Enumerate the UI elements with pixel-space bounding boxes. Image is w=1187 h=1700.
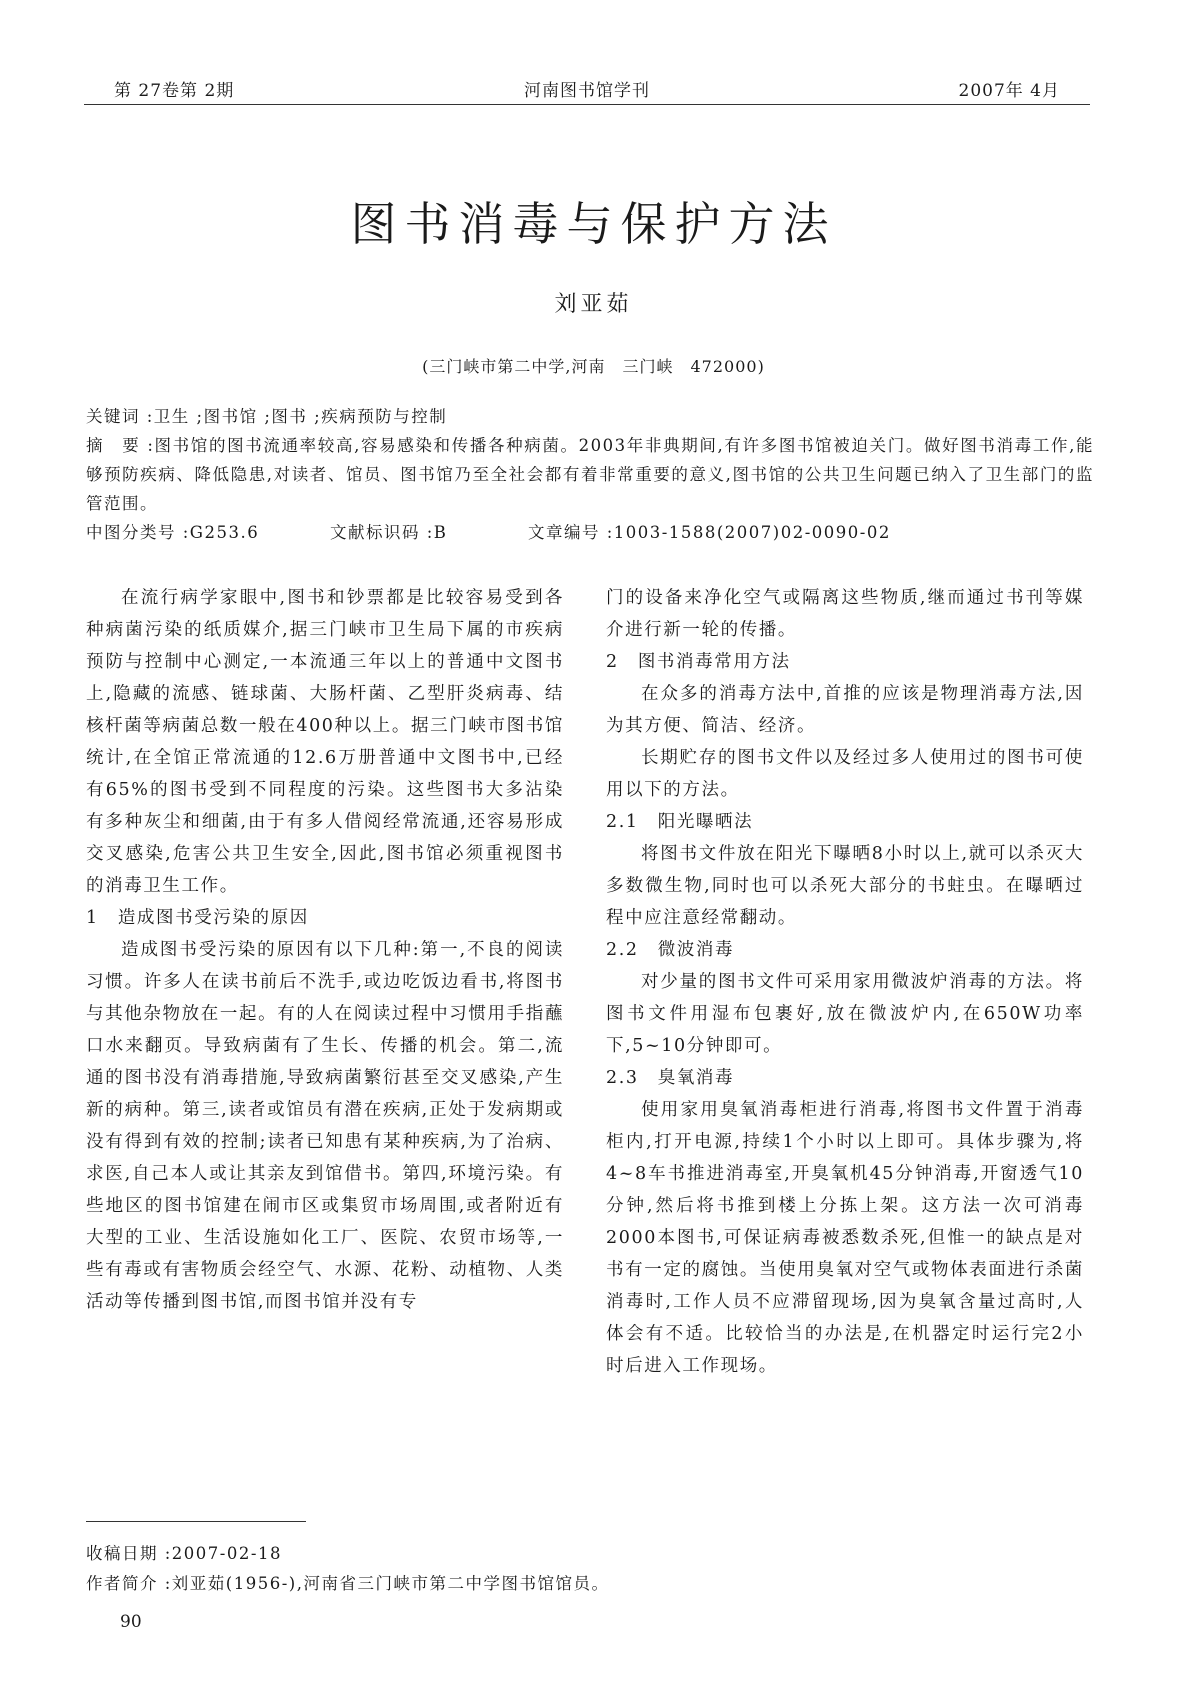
section-2-paragraph-2: 长期贮存的图书文件以及经过多人使用过的图书可使用以下的方法。: [606, 748, 1084, 800]
classification-line: [86, 518, 1094, 547]
body-column-left: [86, 582, 564, 1318]
section-1-paragraph: 造成图书受污染的原因有以下几种:第一,不良的阅读习惯。许多人在读书前后不洗手,或边吃饭边看书,将图书与其他杂物放在一起。有的人在阅读过程中习惯用手指蘸口水来翻页。导致病菌有了生长、传播的机会。第二,流通的图书没有消毒措施,导致病菌繁衍甚至交叉感染,产生新的病种。第三,读者或馆员有潜在疾病,正处于发病期或没有得到有效的控制;读者已知患有某种疾病,为了治病、求医,自己本人或让其亲友到馆借书。第四,环境污染。有些地区的图书馆建在闹市区或集贸市场周围,或者附近有大型的工业、生活设施如化工厂、医院、农贸市场等,一些有毒或有害物质会经空气、水源、花粉、动植物、人类活动等传播到图书馆,而图书馆并没有专: [86, 940, 564, 1312]
section-2-2-paragraph: 对少量的图书文件可采用家用微波炉消毒的方法。将图书文件用湿布包裹好,放在微波炉内,在650W功率下,5~10分钟即可。: [606, 972, 1084, 1056]
section-2-1-paragraph: 将图书文件放在阳光下曝晒8小时以上,就可以杀灭大多数微生物,同时也可以杀死大部分的书蛀虫。在曝晒过程中应注意经常翻动。: [606, 844, 1084, 928]
section-2-3-heading: 2.3 臭氧消毒: [606, 1068, 735, 1088]
received-date: 收稿日期 :2007-02-18: [86, 1544, 282, 1563]
page-number: 90: [120, 1612, 142, 1632]
author-affiliation: (三门峡市第二中学,河南 三门峡 472000): [422, 357, 765, 376]
section-2-2-heading: 2.2 微波消毒: [606, 940, 735, 960]
keywords: 关键词 :卫生 ;图书馆 ;图书 ;疾病预防与控制: [86, 407, 448, 426]
intro-paragraph: 在流行病学家眼中,图书和钞票都是比较容易受到各种病菌污染的纸质媒介,据三门峡市卫生局下属的市疾病预防与控制中心测定,一本流通三年以上的普通中文图书上,隐藏的流感、链球菌、大肠杆菌、乙型肝炎病毒、结核杆菌等病菌总数一般在400种以上。据三门峡市图书馆统计,在全馆正常流通的12.6万册普通中文图书中,已经有65%的图书受到不同程度的污染。这些图书大多沾染有多种灰尘和细菌,由于有多人借阅经常流通,还容易形成交叉感染,危害公共卫生安全,因此,图书馆必须重视图书的消毒卫生工作。: [86, 588, 564, 896]
section-1-heading: 1 造成图书受污染的原因: [86, 908, 309, 928]
article-author: 刘亚茹: [554, 292, 633, 317]
section-2-heading: 2 图书消毒常用方法: [606, 652, 791, 672]
abstract: 摘 要 :图书馆的图书流通率较高,容易感染和传播各种病菌。2003年非典期间,有许多图书馆被迫关门。做好图书消毒工作,能够预防疾病、降低隐患,对读者、馆员、图书馆乃至全社会都有着非常重要的意义,图书馆的公共卫生问题已纳入了卫生部门的监管范围。: [86, 436, 1094, 513]
section-2-3-paragraph: 使用家用臭氧消毒柜进行消毒,将图书文件置于消毒柜内,打开电源,持续1个小时以上即可。具体步骤为,将4~8车书推进消毒室,开臭氧机45分钟消毒,开窗透气10分钟,然后将书推到楼上分拣上架。这方法一次可消毒2000本图书,可保证病毒被悉数杀死,但惟一的缺点是对书有一定的腐蚀。当使用臭氧对空气或物体表面进行杀菌消毒时,工作人员不应滞留现场,因为臭氧含量过高时,人体会有不适。比较恰当的办法是,在机器定时运行完2小时后进入工作现场。: [606, 1100, 1084, 1376]
section-2-1-heading: 2.1 阳光曝晒法: [606, 812, 754, 832]
header-volume: 第 27卷第 2期: [114, 81, 235, 101]
running-header: [84, 72, 1090, 105]
section-1-continuation: 门的设备来净化空气或隔离这些物质,继而通过书刊等媒介进行新一轮的传播。: [606, 588, 1084, 640]
section-2-paragraph-1: 在众多的消毒方法中,首推的应该是物理消毒方法,因为其方便、简洁、经济。: [606, 684, 1084, 736]
body-column-right: [606, 582, 1084, 1382]
clc-number: 中图分类号 :G253.6: [86, 523, 260, 542]
author-bio: 作者简介 :刘亚茹(1956-),河南省三门峡市第二中学图书馆馆员。: [86, 1574, 610, 1593]
article-number: 文章编号 :1003-1588(2007)02-0090-02: [528, 523, 891, 542]
footnote-divider: [86, 1521, 306, 1522]
article-title: 图书消毒与保护方法: [350, 197, 837, 251]
header-date: 2007年 4月: [958, 81, 1060, 101]
document-code: 文献标识码 :B: [330, 523, 448, 542]
header-journal: 河南图书馆学刊: [524, 81, 650, 101]
